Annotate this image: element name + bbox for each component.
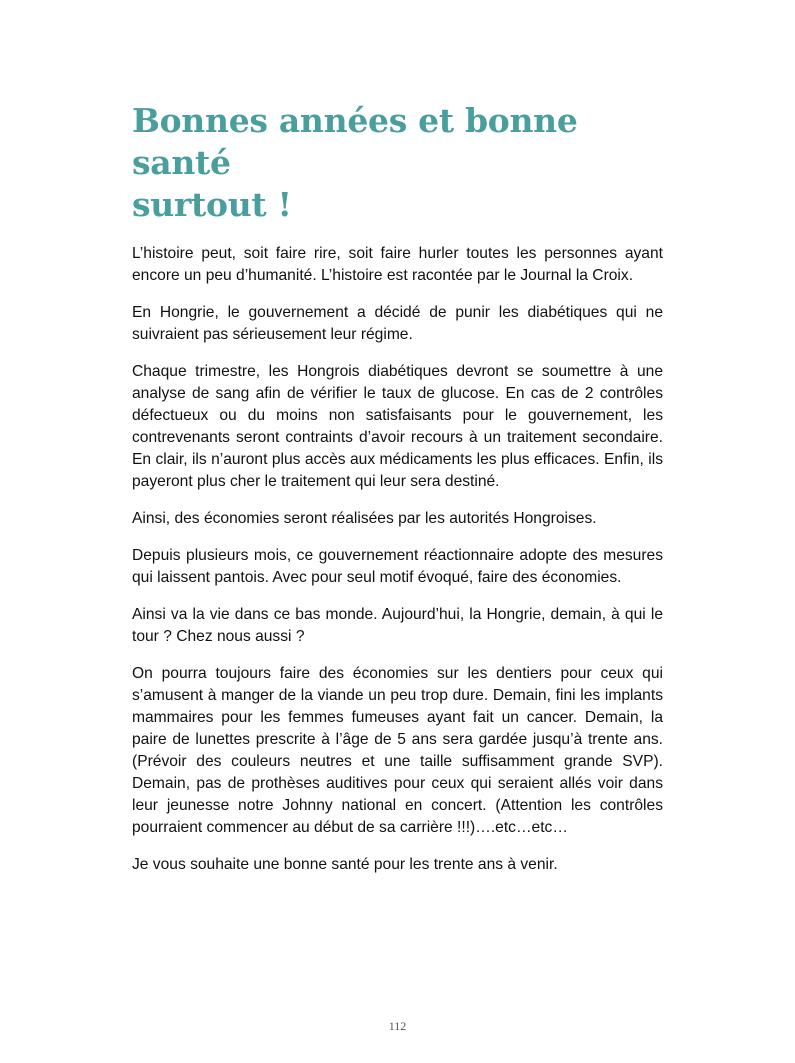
paragraph-closing-wish: Je vous souhaite une bonne santé pour les trente ans à venir. [132,856,558,873]
article-title-line-2: surtout ! [132,185,292,224]
paragraph-hungary: En Hongrie, le gouvernement a décidé de punir les diabétiques qui ne suivraient pas sérieusement leur régime. [132,304,663,343]
paragraph-government: Depuis plusieurs mois, ce gouvernement réactionnaire adopte des mesures qui laissent pantois. Avec pour seul motif évoqué, faire des économies. [132,547,663,586]
article-title [132,100,663,226]
article [132,100,663,891]
paragraph-quarterly-test: Chaque trimestre, les Hongrois diabétiques devront se soumettre à une analyse de sang afin de vérifier le taux de glucose. En cas de 2 contrôles défectueux ou du moins non satisfaisants pour le gouvernement, les contrevenants seront contraints d’avoir recours à un traitement secondaire. En clair, ils n’auront plus accès aux médicaments les plus efficaces. Enfin, ils payeront plus cher le traitement qui leur sera destiné. [132,363,663,490]
article-title-line-1: Bonnes années et bonne santé [132,101,578,182]
paragraph-whose-turn: Ainsi va la vie dans ce bas monde. Aujourd’hui, la Hongrie, demain, à qui le tour ? Chez nous aussi ? [132,606,663,645]
paragraph-savings: Ainsi, des économies seront réalisées par les autorités Hongroises. [132,510,597,527]
paragraph-future-savings: On pourra toujours faire des économies sur les dentiers pour ceux qui s’amusent à manger de la viande un peu trop dure. Demain, fini les implants mammaires pour les femmes fumeuses ayant fait un cancer. Demain, la paire de lunettes prescrite à l’âge de 5 ans sera gardée jusqu’à trente ans. (Prévoir des couleurs neutres et une taille suffisamment grande SVP). Demain, pas de prothèses auditives pour ceux qui seraient allés voir dans leur jeunesse notre Johnny national en concert. (Attention les contrôles pourraient commencer au début de sa carrière !!!)….etc…etc… [132,665,663,836]
page-number: 112 [388,1019,407,1033]
paragraph-intro: L’histoire peut, soit faire rire, soit faire hurler toutes les personnes ayant encore un peu d’humanité. L’histoire est racontée par le Journal la Croix. [132,245,663,284]
